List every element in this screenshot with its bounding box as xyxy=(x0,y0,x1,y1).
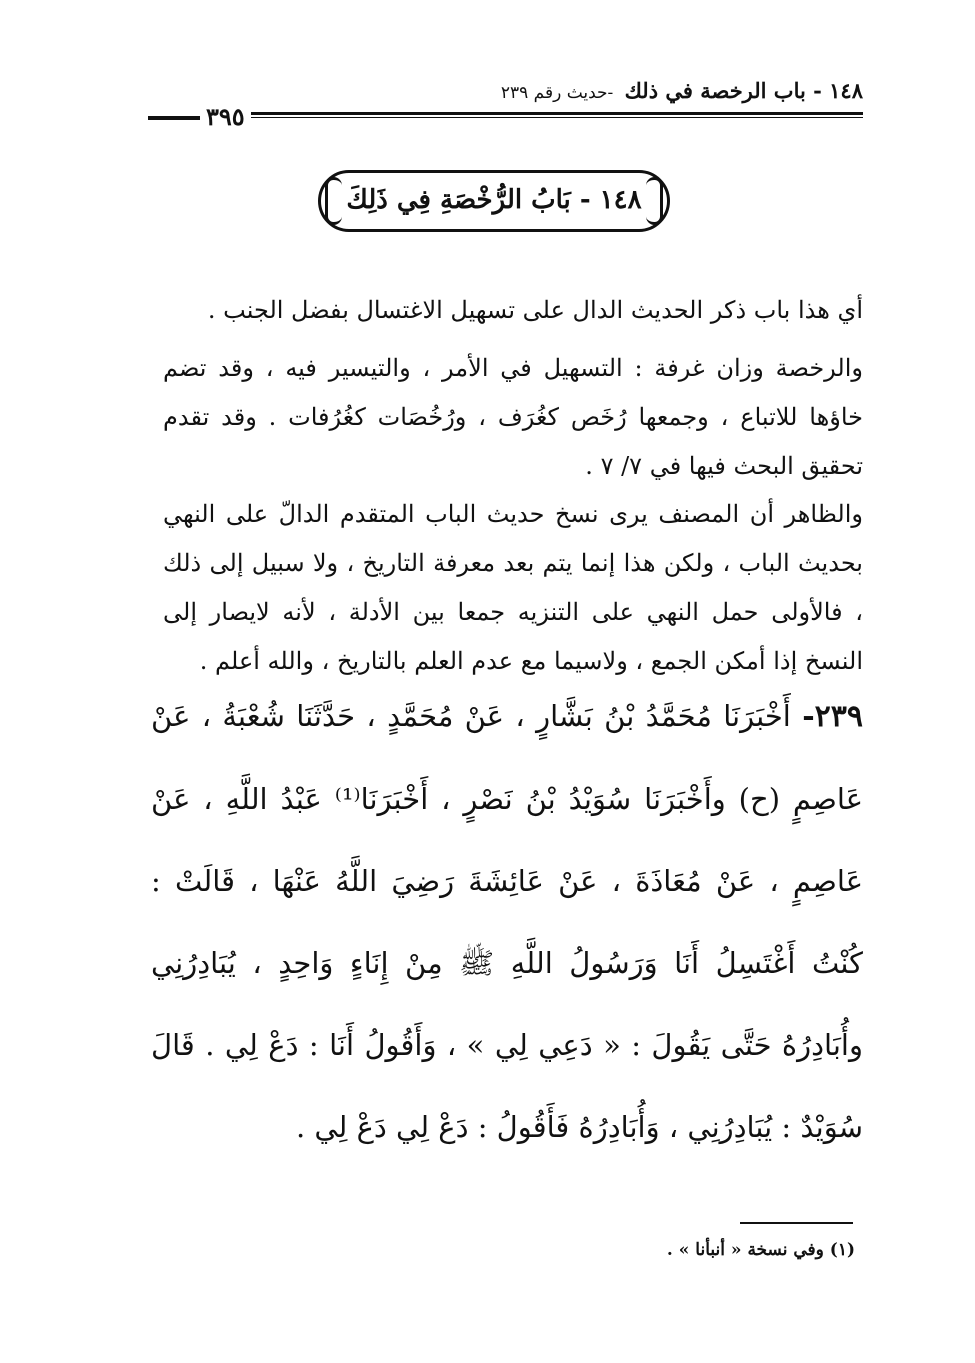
commentary-paragraph-1: أي هذا باب ذكر الحديث الدال على تسهيل الاغتسال بفضل الجنب . xyxy=(207,296,863,324)
commentary-paragraph-3: والظاهر أن المصنف يرى نسخ حديث الباب المتقدم الدالّ على النهي بحديث الباب ، ولكن هذا إنما يتم بعد معرفة التاريخ ، ولا سبيل إلى ذلك ، فالأولى حمل النهي على التنزيه جمعا بين الأدلة ، لأنه لايصار إلى النسخ إذا أمكن الجمع ، ولاسيما مع عدم العلم بالتاريخ ، والله أعلم . xyxy=(163,500,863,675)
footnote-separator xyxy=(740,1222,853,1224)
chapter-title-frame xyxy=(318,170,670,232)
hadith-number: ٢٣٩- xyxy=(802,699,863,734)
chapter-reference: ١٤٨ - باب الرخصة في ذلك xyxy=(624,78,863,103)
hadith-reference: -حديث رقم ٢٣٩ xyxy=(500,83,614,103)
hadith-text-block xyxy=(151,675,863,1168)
page-number: ٣٩٥ xyxy=(206,102,245,131)
running-header xyxy=(148,78,863,131)
running-header-title xyxy=(501,78,863,103)
chapter-title: ١٤٨ - بَابُ الرُّخْصَةِ فِي ذَلِكَ xyxy=(346,185,642,215)
commentary-paragraph-2: والرخصة وزان غرفة : التسهيل في الأمر ، والتيسير فيه ، وقد تضم خاؤها للاتباع ، وجمعها رُخَص كغُرَف ، ورُخُصَات كغُرُفات . وقد تقدم تحقيق البحث فيها في ٧/ ٧ . xyxy=(163,354,863,480)
page-number-rule xyxy=(276,117,376,118)
footnote: (١) وفي نسخة « أنبأنا » . xyxy=(666,1240,855,1260)
page-number-dash xyxy=(148,116,200,120)
page-number-group xyxy=(148,104,373,130)
hadith-text: أَخْبَرَنَا مُحَمَّدُ بْنُ بَشَّارٍ ، عَنْ مُحَمَّدٍ ، حَدَّثَنَا شُعْبَةُ ، عَنْ عَاصِمٍ (ح) وأَخْبَرَنَا سُوَيْدُ بْنُ نَصْرٍ ، أَخْبَرَنَا⁽¹⁾ عَبْدُ اللَّهِ ، عَنْ عَاصِمٍ ، عَنْ مُعَاذَةَ ، عَنْ عَائِشَةَ رَضِيَ اللَّهُ عَنْهَا ، قَالَتْ : كُنْتُ أَغْتَسِلُ أَنَا وَرَسُولُ اللَّهِ ﷺ مِنْ إِنَاءٍ وَاحِدٍ ، يُبَادِرُنِي وأُبَادِرُهُ حَتَّى يَقُولَ : « دَعِي لِي » ، وَأَقُولُ أَنَا : دَعْ لِي . قَالَ سُوَيْدٌ : يُبَادِرُنِي ، وَأُبَادِرُهُ فَأَقُولُ : دَعْ لِي دَعْ لِي . xyxy=(151,699,864,1144)
